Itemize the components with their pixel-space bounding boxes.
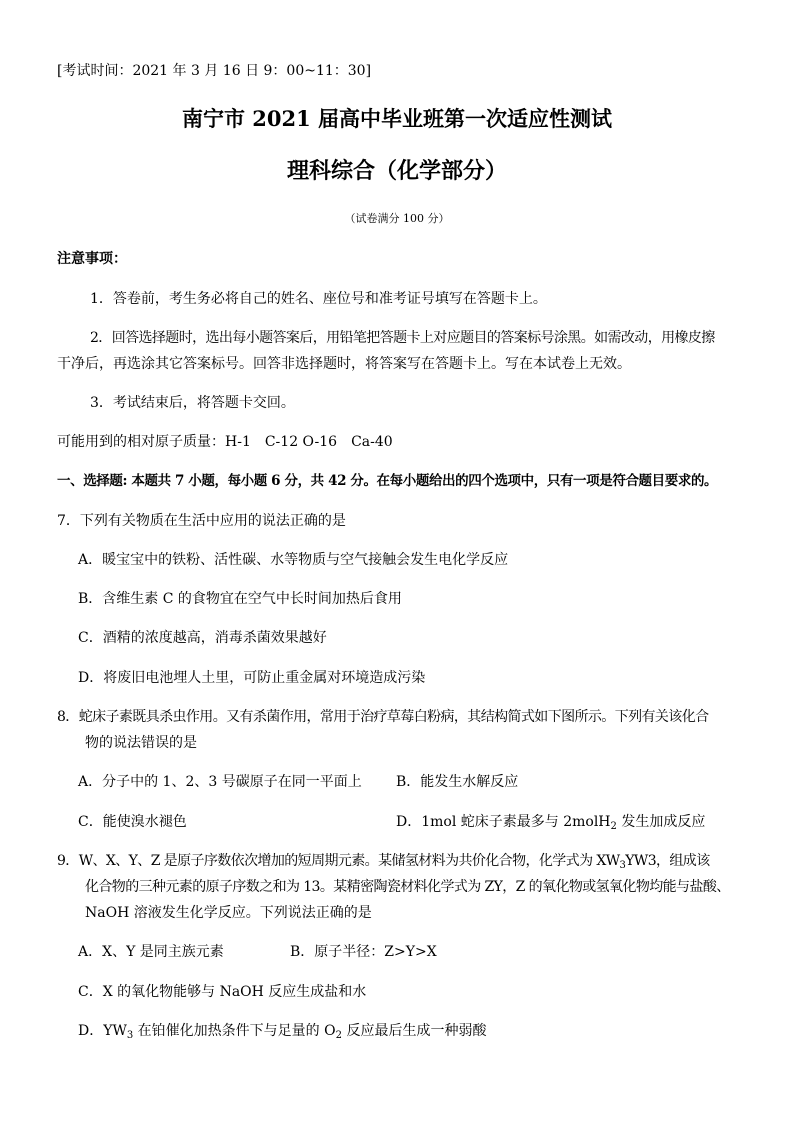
atomic-masses: 可能用到的相对原子质量：H-1 C-12 O-16 Ca-40 [57, 434, 393, 450]
exam-subtitle: 理科综合（化学部分） [286, 158, 507, 184]
q7-option-a: A．暖宝宝中的铁粉、活性碳、水等物质与空气接触会发生电化学反应 [78, 552, 509, 568]
q7-option-c: C．酒精的浓度越高，消毒杀菌效果越好 [78, 630, 327, 646]
q7-option-b: B．含维生素 C 的食物宜在空气中长时间加热后食用 [78, 591, 402, 607]
q9-stem-line-1: 9．W、X、Y、Z 是原子序数依次增加的短周期元素。某储氢材料为共价化合物，化学式为 $XW_3YW3$，组成该 [57, 853, 710, 871]
q8-option-c: C．能使溴水褪色 [78, 814, 187, 830]
q8-option-d: D．1mol 蛇床子素最多与 2molH$_2$ 发生加成反应 [396, 814, 706, 832]
notice-heading: 注意事项： [57, 251, 127, 267]
section-1-heading: 一、选择题: 本题共 7 小题，每小题 6 分，共 42 分。在每小题给出的四个选项中，只有一项是符合题目要求的。 [57, 473, 718, 489]
exam-title: 南宁市 2021 届高中毕业班第一次适应性测试 [181, 106, 613, 131]
q8-stem-line-2: 物的说法错误的是 [85, 735, 197, 751]
q9-stem-line-3: NaOH 溶液发生化学反应。下列说法正确的是 [85, 905, 372, 921]
exam-time: [考试时间：2021 年 3 月 16 日 9：00~11：30] [57, 63, 372, 79]
full-score-note: （试卷满分 100 分） [344, 212, 450, 225]
q8-option-a: A．分子中的 1、2、3 号碳原子在同一平面上 [78, 774, 362, 790]
q9-stem-line-2: 化合物的三种元素的原子序数之和为 13。某精密陶瓷材料化学式为 ZY，Z 的氧化物或氢氧化物均能与盐酸、 [85, 879, 730, 895]
q7-option-d: D．将废旧电池埋人土里，可防止重金属对环境造成污染 [78, 670, 426, 686]
notice-item-2-line-2: 干净后，再选涂其它答案标号。回答非选择题时，将答案写在答题卡上。写在本试卷上无效。 [57, 356, 631, 372]
notice-item-3: 3．考试结束后，将答题卡交回。 [90, 395, 295, 411]
q9-option-d: D．$YW_3$ 在铂催化加热条件下与足量的 $O_2$ 反应最后生成一种弱酸 [78, 1023, 487, 1041]
q9-option-c: C．X 的氧化物能够与 NaOH 反应生成盐和水 [78, 984, 367, 1000]
notice-item-1: 1．答卷前，考生务必将自己的姓名、座位号和准考证号填写在答题卡上。 [90, 291, 547, 307]
q9-option-a: A．X、Y 是同主族元素 [78, 944, 224, 960]
notice-item-2-line-1: 2．回答选择题时，选出每小题答案后，用铅笔把答题卡上对应题目的答案标号涂黑。如需改动，用橡皮擦 [90, 330, 715, 346]
q9-option-b: B．原子半径：Z>Y>X [290, 944, 437, 960]
q8-option-b: B．能发生水解反应 [396, 774, 519, 790]
q8-stem-line-1: 8．蛇床子素既具杀虫作用。又有杀菌作用，常用于治疗草莓白粉病，其结构简式如下图所示。下列有关该化合 [57, 709, 709, 725]
q7-stem: 7．下列有关物质在生活中应用的说法正确的是 [57, 513, 346, 529]
